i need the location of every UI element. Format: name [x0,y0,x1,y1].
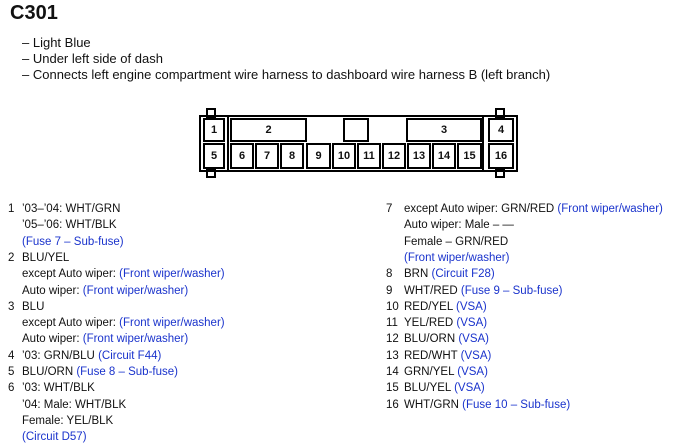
circuit-reference: (Front wiper/washer) [82,284,189,297]
pin-number: 13 [386,349,399,362]
wire-spec: ’03–’04: WHT/GRN [22,203,121,215]
pin-8-label: 8 [288,150,296,162]
connector-purpose: – Connects left engine compartment wire harness to dashboard wire harness B (left branch) [22,67,551,82]
wire-spec: Auto wiper: [22,333,83,346]
wire-spec: ’04: Male: WHT/BLK [22,398,127,411]
wire-spec: BRN [404,268,432,281]
pin-entry-line [386,266,495,282]
pin-entry-line [8,348,161,364]
pin-entry-line [8,250,69,266]
pin-5-label: 5 [210,150,218,162]
circuit-reference: (Circuit F44) [98,349,162,362]
pin-number: 3 [8,300,15,313]
pin-number: 14 [386,366,399,378]
wire-spec: except Auto wiper: GRN/RED [404,203,558,215]
wire-spec: YEL/RED [404,317,457,330]
pin-entry-line [386,250,509,266]
pin-number: 8 [386,268,393,281]
circuit-reference: (Circuit F28) [431,268,495,281]
circuit-reference: (Front wiper/washer) [119,268,225,281]
wire-spec: BLU [22,300,45,313]
connector-location: – Under left side of dash [22,51,163,66]
connector-color: – Light Blue [22,35,91,50]
circuit-reference: (Circuit D57) [22,431,87,444]
pin-entry-line [386,397,570,413]
pin-number: 10 [386,300,399,313]
circuit-reference: (Front wiper/washer) [119,317,225,330]
pin-entry-line [386,364,488,380]
wire-spec: except Auto wiper: [22,317,120,330]
pin-number: 1 [8,203,15,215]
circuit-reference: (Fuse 10 – Sub-fuse) [462,398,571,411]
pin-14-label: 14 [437,150,451,162]
pin-number: 9 [386,284,393,297]
wire-spec: ’03: GRN/BLU [22,349,99,362]
circuit-reference: (VSA) [455,300,487,313]
wire-spec: BLU/ORN [404,333,459,346]
circuit-reference: (VSA) [460,349,492,362]
pin-number: 15 [386,382,399,395]
circuit-reference: (Front wiper/washer) [82,333,189,346]
connector-title: C301 [10,2,58,24]
wire-spec: RED/WHT [404,349,461,362]
pin-6-label: 6 [238,150,246,162]
pin-16-label: 16 [494,150,508,162]
connector-diagram [199,108,519,180]
pin-4-label: 4 [497,124,505,136]
wire-spec: Female – GRN/RED [404,235,509,248]
wire-spec: Auto wiper: Male – — [404,219,514,232]
pin-number: 2 [8,251,15,264]
pin-entry-line [386,234,508,250]
wire-spec: BLU/ORN [22,366,77,378]
pin-number: 5 [8,366,15,378]
pin-number: 6 [8,382,15,395]
pin-entry-line [386,348,491,364]
pin-entry-line [8,429,87,445]
pin-entry-line [8,217,117,233]
circuit-reference: (VSA) [457,366,488,378]
pin-entry-line [8,331,188,347]
circuit-reference: (Fuse 7 – Sub-fuse) [22,235,124,248]
pin-entry-line [8,234,124,250]
wire-spec: WHT/GRN [404,398,463,411]
wire-spec: WHT/RED [404,284,461,297]
wire-spec: Female: YEL/BLK [22,414,114,427]
pin-entry-line [8,364,178,380]
pin-entry-line [8,413,113,429]
pin-entry-line [8,266,225,282]
circuit-reference: (Fuse 8 – Sub-fuse) [76,366,178,378]
wire-spec: ’05–’06: WHT/BLK [22,219,117,232]
pin-entry-line [386,315,487,331]
pin-entry-line [8,201,120,217]
wire-spec: Auto wiper: [22,284,83,297]
pin-entry-line [8,315,225,331]
pin-7-label: 7 [263,150,271,162]
pin-entry-line [386,201,663,217]
circuit-reference: (VSA) [458,333,489,346]
pin-number: 16 [386,398,399,411]
pin-9-label: 9 [315,150,322,162]
pin-11-label: 11 [363,150,375,162]
pin-entry-line [8,299,44,315]
pin-number: 7 [386,203,393,215]
pin-3-label: 3 [440,124,448,136]
wire-spec: BLU/YEL [404,382,455,395]
pin-10-label: 10 [337,150,351,162]
pin-entry-line [386,299,487,315]
wire-spec: ’03: WHT/BLK [22,382,95,395]
wire-spec: except Auto wiper: [22,268,120,281]
pin-entry-line [8,380,95,396]
circuit-reference: (VSA) [454,382,485,395]
wire-spec: GRN/YEL [404,366,458,378]
pin-number: 11 [386,317,398,330]
pin-entry-line [386,380,485,396]
pin-number: 4 [8,349,15,362]
pin-1-label: 1 [210,124,218,136]
pin-entry-line [8,397,126,413]
circuit-reference: (VSA) [456,317,488,330]
pin-13-label: 13 [412,150,426,162]
pin-entry-line [386,331,489,347]
wire-spec: BLU/YEL [22,251,70,264]
circuit-reference: (Front wiper/washer) [557,203,663,215]
pin-entry-line [8,283,188,299]
pin-15-label: 15 [463,150,476,162]
circuit-reference: (Fuse 9 – Sub-fuse) [460,284,563,297]
pin-entry-line [386,217,514,233]
pin-entry-line [386,283,563,299]
pin-12-label: 12 [387,150,401,162]
pin-number: 12 [386,333,399,346]
wire-spec: RED/YEL [404,300,456,313]
pin-2-label: 2 [265,124,272,136]
circuit-reference: (Front wiper/washer) [404,251,510,264]
